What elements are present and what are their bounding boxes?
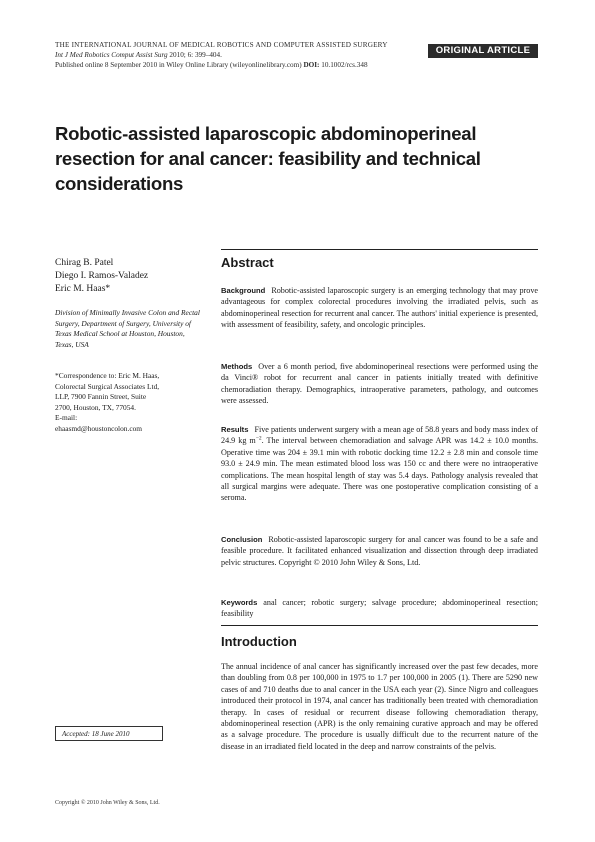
abstract-keywords: [221, 597, 538, 620]
citation-journal: Int J Med Robotics Comput Assist Surg: [55, 51, 168, 59]
correspondence-line: 2700, Houston, TX, 77054.: [55, 402, 136, 412]
correspondence-line: LLP, 7900 Fannin Street, Suite: [55, 392, 147, 401]
background-text: Robotic-assisted laparoscopic surgery is an emerging technology that may prove advantageous for complex colorectal procedures involving the irradiated pelvis, such as abdominoperineal resection for recurrent anal cancer. The authors' initial experience is presented, with assessment of feasibility, safety, and oncologic principles.: [221, 286, 538, 330]
correspondence-line: Colorectal Surgical Associates Ltd,: [55, 381, 160, 391]
conclusion-label: Conclusion: [221, 535, 263, 544]
introduction-text: The annual incidence of anal cancer has significantly increased over the past few decades, more than doubling from 0.8 per 100,000 in 1975 to 1.7 per 100,000 in 2005 (1). There are 5290 new cases of and 710 deaths due to anal cancer in the USA each year (2). Since Nigro and colleagues introduced their protocol in 1974, anal cancer has traditionally been treated with chemoradiation therapy. In cases of residual or recurrent disease following chemoradiation therapy, abdominoperineal resection (APR) is the only remaining curative approach and may be offered as a salvage procedure. The procedure is usually difficult due to the recurrent nature of the disease in an irradiated field located in the deep and narrow constraints of the pelvis.: [221, 662, 538, 751]
correspondence-email[interactable]: ehaasmd@houstoncolon.com: [55, 423, 143, 433]
affiliation: Division of Minimally Invasive Colon and Rectal Surgery, Department of Surgery, University of Texas Medical School at Houston, Houston, Texas, USA: [55, 308, 200, 349]
methods-text: Over a 6 month period, five abdominoperineal resections were performed using the da Vinci® robot for recurrent anal cancer in patients initially treated with definitive chemoradiation therapy. Demographics, intraoperative parameters, pathology, and outcomes were assessed.: [221, 362, 538, 406]
results-text-a: Five patients underwent surgery with a mean age of 58.8 years and body mass index of 24.9 kg m: [221, 425, 538, 446]
author-list: [55, 257, 205, 296]
keywords-text: anal cancer; robotic surgery; salvage procedure; abdominoperineal resection; feasibility: [221, 598, 538, 619]
author: Chirag B. Patel: [55, 258, 114, 268]
accepted-date-box: Accepted: 18 June 2010: [55, 726, 163, 741]
publication-info: [55, 60, 425, 70]
abstract-background: [221, 285, 538, 331]
correspondence: [55, 371, 200, 434]
keywords-label: Keywords: [221, 598, 258, 607]
abstract-methods: [221, 361, 538, 407]
published-online: Published online 8 September 2010 in Wiley Online Library (wileyonlinelibrary.com): [55, 61, 302, 69]
results-text-b: . The interval between chemoradiation and salvage APR was 14.2 ± 10.0 months. Operative time was 204 ± 39.1 min with robotic docking time 12.2 ± 2.8 min and console time 93.0 ± 24.9 min. The mean estimated blood loss was 150 cc and there were no intraoperative complications. The mean hospital length of stay was 5.4 days. Pathology analysis revealed that all surgical margins were adequate. There was one postoperative complication consisting of a seroma.: [221, 436, 538, 503]
article-type-badge: ORIGINAL ARTICLE: [428, 44, 538, 58]
citation: [55, 50, 425, 60]
copyright-footer: Copyright © 2010 John Wiley & Sons, Ltd.: [55, 800, 160, 806]
results-superscript: −2: [255, 435, 262, 442]
author: Eric M. Haas*: [55, 284, 111, 294]
abstract-results: [221, 424, 538, 504]
article-title: Robotic-assisted laparoscopic abdominoperineal resection for anal cancer: feasibility and technical considerations: [55, 123, 481, 194]
correspondence-line: *Correspondence to: Eric M. Haas,: [55, 371, 160, 380]
author: Diego I. Ramos-Valadez: [55, 271, 149, 281]
methods-label: Methods: [221, 362, 253, 371]
conclusion-text: Robotic-assisted laparoscopic surgery for anal cancer was found to be a safe and feasible procedure. It facilitated enhanced visualization and dissection through deep irradiated pelvic structures. Copyright © 2010 John Wiley & Sons, Ltd.: [221, 535, 538, 567]
abstract-top-rule: [221, 249, 538, 250]
introduction-heading: Introduction: [221, 634, 297, 649]
doi-label: DOI:: [303, 61, 320, 69]
journal-name: THE INTERNATIONAL JOURNAL OF MEDICAL ROBOTICS AND COMPUTER ASSISTED SURGERY: [55, 41, 388, 49]
background-label: Background: [221, 286, 266, 295]
citation-details: 2010; 6: 399–404.: [169, 51, 222, 59]
abstract-conclusion: [221, 534, 538, 568]
doi[interactable]: 10.1002/rcs.348: [321, 61, 368, 69]
abstract-heading: Abstract: [221, 255, 274, 270]
results-label: Results: [221, 425, 249, 434]
correspondence-line: E-mail:: [55, 413, 78, 422]
introduction-top-rule: [221, 625, 538, 626]
journal-header: [55, 40, 425, 70]
